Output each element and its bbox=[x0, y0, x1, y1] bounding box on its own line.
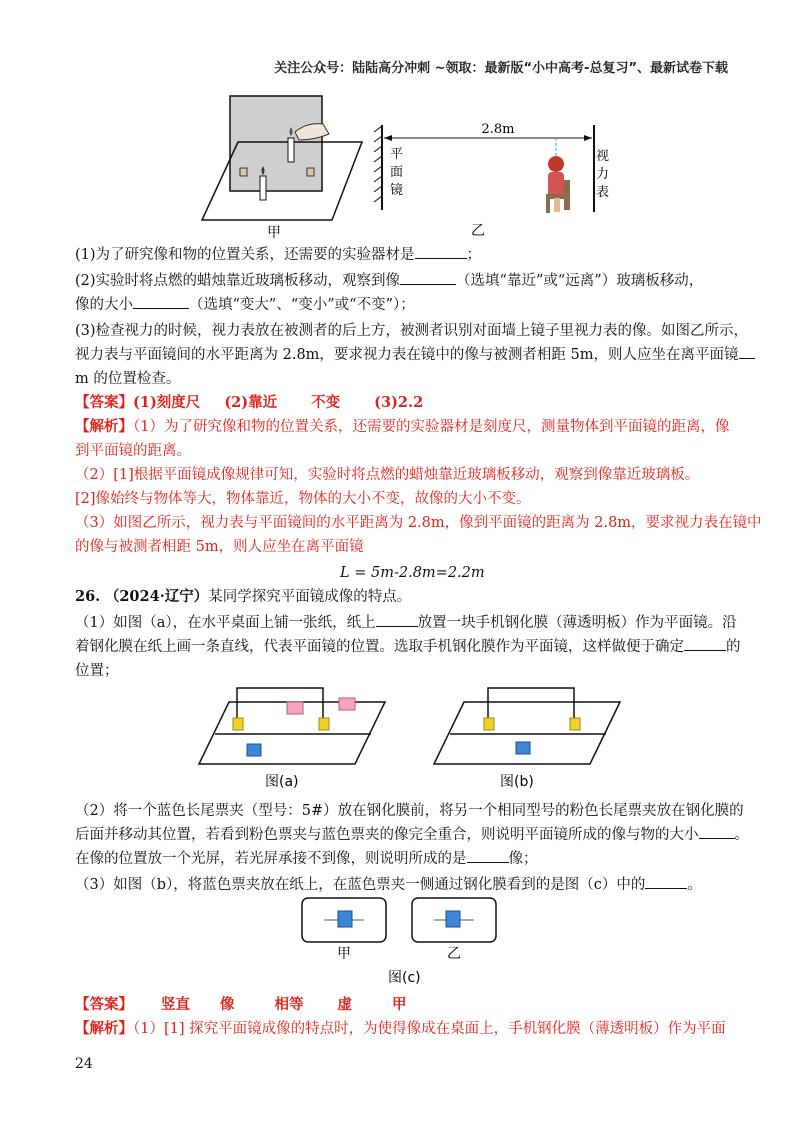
q25-analysis-1b: 到平面镜的距离。 bbox=[75, 443, 191, 459]
support-block-left bbox=[240, 168, 247, 176]
q26-part2-cont: 后面并移动其位置，若看到粉色票夹与蓝色票夹的像完全重合，则说明平面镜所成的像与物的大小 。 bbox=[75, 824, 730, 846]
blue-clip-icon bbox=[446, 911, 460, 927]
q25-analysis-2b: [2]像始终与物体等大，物体靠近，物体的大小不变，故像的大小不变。 bbox=[75, 491, 531, 507]
mirror-label-2: 面 bbox=[390, 165, 404, 180]
q25-part2-cont: 像的大小 （选填“变大”、“变小”或“不变”）； bbox=[75, 294, 730, 316]
fig-a-label: 图(a) bbox=[265, 774, 299, 790]
chart-label-1: 视 bbox=[596, 149, 610, 164]
q25-part3-end: m 的位置检查。 bbox=[75, 371, 181, 387]
q25-part2: (2)实验时将点燃的蜡烛靠近玻璃板移动，观察到像 （选填“靠近”或“远离”）玻璃板移动， bbox=[75, 270, 730, 292]
page-header: 关注公众号：陆陆高分冲刺 ~领取：最新版“小中高考-总复习”、最新试卷下载 bbox=[274, 61, 728, 76]
candle-lit bbox=[260, 176, 266, 200]
q26-part1-end: 位置； bbox=[75, 663, 119, 679]
blue-clip-icon bbox=[516, 742, 530, 754]
q25-analysis-1: 【解析】（1）为了研究像和物的位置关系，还需要的实验器材是刻度尺，测量物体到平面镜的距离，像 bbox=[75, 418, 730, 435]
q26-part1-cont: 着钢化膜在纸上画一条直线，代表平面镜的位置。选取手机钢化膜作为平面镜，这样做便于确定 的 bbox=[75, 636, 730, 658]
pink-clip-icon bbox=[287, 702, 303, 714]
fig-jia-label: 甲 bbox=[267, 225, 281, 241]
fig-c-jia-label: 甲 bbox=[337, 946, 351, 962]
candle-image bbox=[288, 138, 294, 162]
figure-yi bbox=[370, 120, 610, 239]
figure-jia bbox=[190, 92, 375, 241]
q25-part3-cont: 视力表与平面镜间的水平距离为 2.8m，要求视力表在镜中的像与被测者相距 5m，则人应坐在离平面镜 bbox=[75, 344, 730, 366]
q26-analysis-1: 【解析】（1）[1] 探究平面镜成像的特点时，为使得像成在桌面上，手机钢化膜（薄透明板）作为平面 bbox=[75, 1020, 726, 1037]
q26-part3: （3）如图（b），将蓝色票夹放在纸上，在蓝色票夹一侧通过钢化膜看到的是图（c）中的 。 bbox=[75, 874, 730, 896]
support-block-right bbox=[307, 168, 314, 176]
yellow-clip-icon bbox=[319, 718, 329, 730]
q25-part3: (3)检查视力的时候，视力表放在被测者的后上方，被测者识别对面墙上镜子里视力表的像。如图乙所示， bbox=[75, 323, 749, 339]
fig-c-label: 图(c) bbox=[388, 970, 421, 986]
mirror-label-1: 平 bbox=[390, 147, 404, 162]
q26-part2: （2）将一个蓝色长尾票夹（型号：5#）放在钢化膜前，将另一个相同型号的粉色长尾票夹放在钢化膜的 bbox=[75, 803, 744, 819]
mirror-label-3: 镜 bbox=[390, 183, 404, 198]
chart-label-2: 力 bbox=[596, 167, 610, 182]
blue-clip-icon bbox=[338, 911, 352, 927]
yellow-clip-icon bbox=[484, 718, 494, 730]
q26-part2-end: 在像的位置放一个光屏，若光屏承接不到像，则说明所成的是 像； bbox=[75, 848, 730, 870]
blue-clip-icon bbox=[247, 744, 261, 756]
yellow-clip-icon bbox=[570, 718, 580, 730]
fig-b-label: 图(b) bbox=[500, 774, 534, 790]
q26-title: 26. （2024·辽宁）某同学探究平面镜成像的特点。 bbox=[75, 588, 412, 605]
q25-part1: (1)为了研究像和物的位置关系，还需要的实验器材是 ； bbox=[75, 244, 730, 266]
glass-plate bbox=[230, 96, 322, 191]
chart-label-3: 表 bbox=[596, 185, 610, 200]
distance-label: 2.8m bbox=[481, 122, 515, 137]
q25-answer: 【答案】(1)刻度尺 (2)靠近 不变 (3)2.2 bbox=[75, 394, 424, 411]
q25-formula: L = 5m-2.8m=2.2m bbox=[340, 565, 485, 581]
page-number: 24 bbox=[75, 1056, 93, 1072]
q25-analysis-3: （3）如图乙所示，视力表与平面镜间的水平距离为 2.8m，像到平面镜的距离为 2.8m，要求视力表在镜中 bbox=[75, 515, 762, 531]
figure-c bbox=[298, 896, 508, 988]
yellow-clip-icon bbox=[233, 718, 243, 730]
q26-answer: 【答案】 竖直 像 相等 虚 甲 bbox=[75, 996, 407, 1013]
q25-analysis-3b: 的像与被测者相距 5m，则人应坐在离平面镜 bbox=[75, 539, 364, 555]
figure-b bbox=[430, 684, 630, 790]
q26-part1: （1）如图（a），在水平桌面上铺一张纸，纸上 放置一块手机钢化膜（薄透明板）作为平面镜。沿 bbox=[75, 612, 730, 634]
pink-clip-icon bbox=[339, 698, 355, 710]
seated-person-icon bbox=[546, 156, 570, 213]
fig-c-yi-label: 乙 bbox=[447, 946, 461, 962]
figure-a bbox=[195, 684, 395, 790]
q25-analysis-2: （2）[1]根据平面镜成像规律可知，实验时将点燃的蜡烛靠近玻璃板移动，观察到像靠近玻璃板。 bbox=[75, 467, 700, 483]
fig-yi-label: 乙 bbox=[471, 223, 485, 239]
film-frame bbox=[237, 688, 323, 720]
